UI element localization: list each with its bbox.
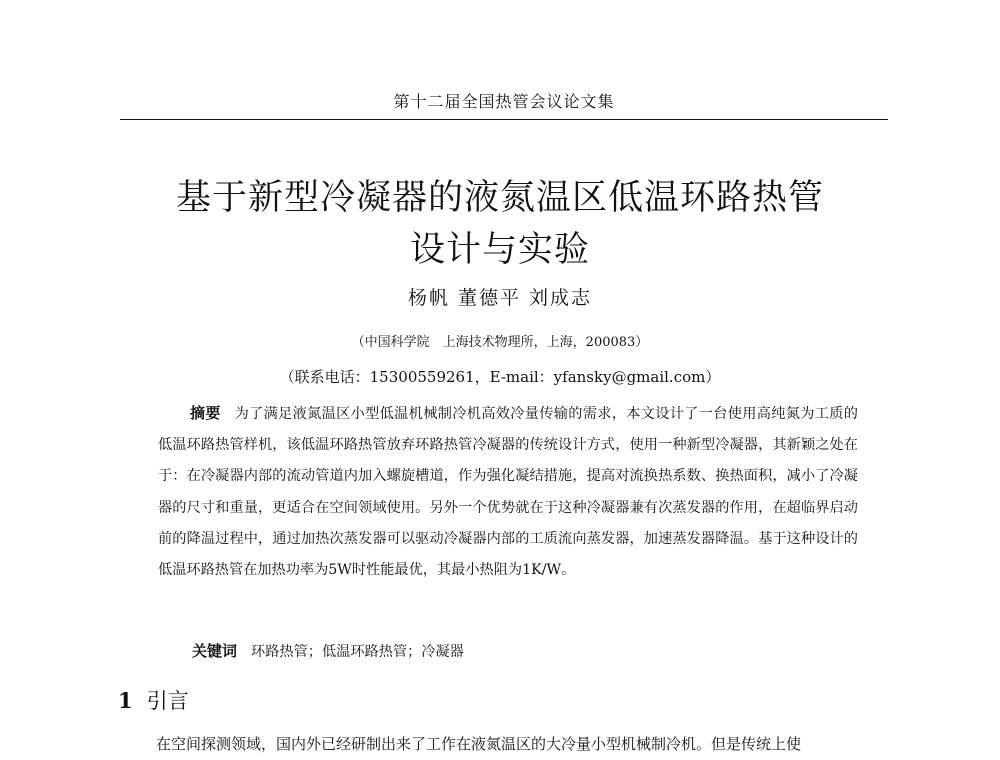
keywords	[192, 640, 464, 661]
keywords-label: 关键词	[192, 642, 238, 660]
section-heading	[118, 685, 189, 715]
header-rule	[120, 119, 888, 120]
paper-title-line-1: 基于新型冷凝器的液氮温区低温环路热管	[175, 178, 824, 218]
paper-title-line-2: 设计与实验	[409, 230, 590, 270]
authors: 杨帆 董德平 刘成志	[407, 287, 593, 309]
contact-info: （联系电话：15300559261，E-mail：yfansky@gmail.com）	[279, 368, 721, 386]
keywords-text: 环路热管；低温环路热管；冷凝器	[251, 644, 464, 660]
running-header: 第十二届全国热管会议论文集	[393, 92, 615, 111]
abstract-label: 摘要	[190, 404, 221, 422]
section-title: 引言	[146, 689, 189, 713]
affiliation: （中国科学院 上海技术物理所，上海，200083）	[351, 335, 649, 350]
section-number: 1	[118, 688, 133, 713]
abstract	[158, 398, 858, 586]
body-paragraph: 在空间探测领域，国内外已经研制出来了工作在液氮温区的大冷量小型机械制冷机。但是传统上使	[156, 735, 802, 753]
abstract-text: 为了满足液氮温区小型低温机械制冷机高效冷量传输的需求，本文设计了一台使用高纯氮为工质的低温环路热管样机，该低温环路热管放弃环路热管冷凝器的传统设计方式，使用一种新型冷凝器，其新颖之处在于：在冷凝器内部的流动管道内加入螺旋槽道，作为强化凝结措施，提高对流换热系数、换热面积，减小了冷凝器的尺寸和重量，更适合在空间领域使用。另外一个优势就在于这种冷凝器兼有次蒸发器的作用，在超临界启动前的降温过程中，通过加热次蒸发器可以驱动冷凝器内部的工质流向蒸发器，加速蒸发器降温。基于这种设计的低温环路热管在加热功率为5W时性能最优，其最小热阻为1K/W。	[158, 406, 858, 579]
